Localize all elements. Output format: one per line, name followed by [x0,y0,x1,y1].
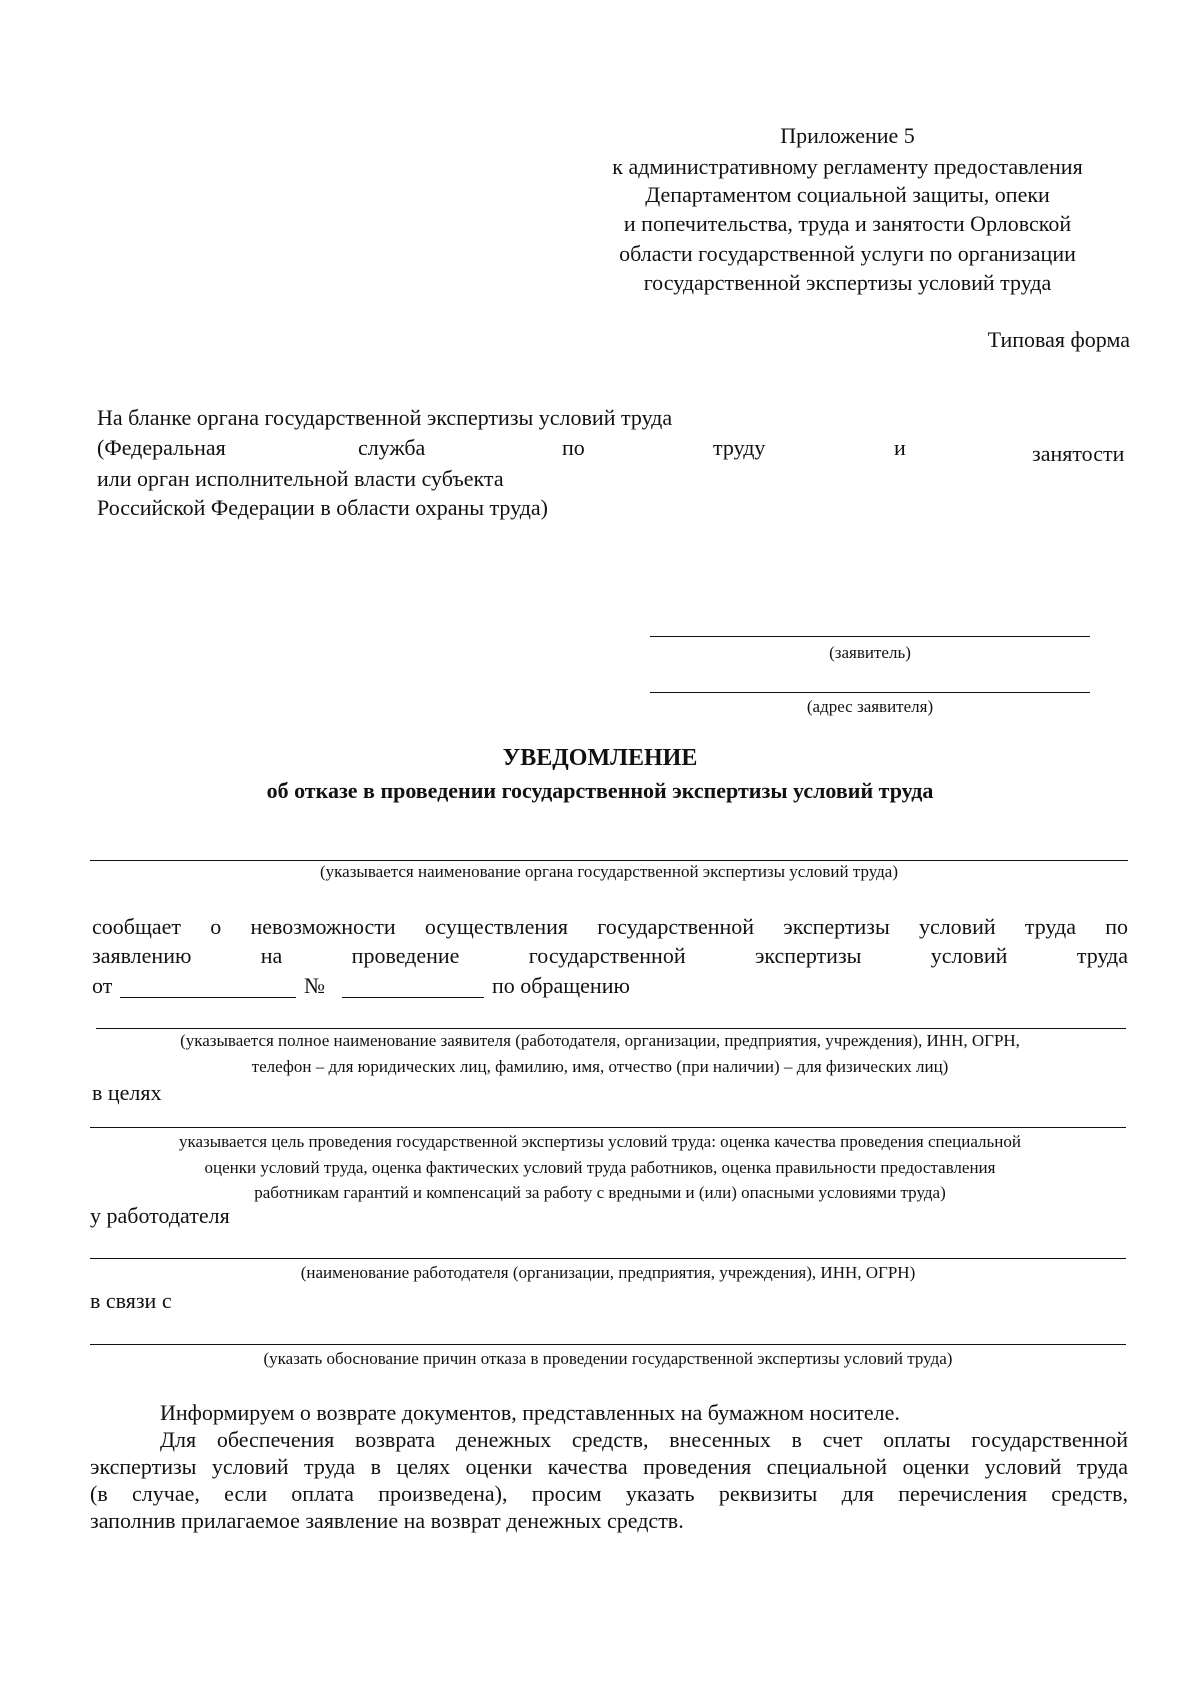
reason-field-line[interactable] [90,1344,1126,1345]
notice-paragraph-line: заявлению на проведение государственной экспертизы условий труда [92,943,1128,968]
employer-field-line[interactable] [90,1258,1126,1259]
letterhead-word: занятости [1032,441,1125,466]
letterhead-word: по [562,435,585,460]
notice-paragraph-line: сообщает о невозможности осуществления государственной экспертизы условий труда по [92,914,1128,939]
notice-date-row [92,973,792,1005]
applicant-address-field-line[interactable] [650,692,1090,693]
refund-paragraph-line: экспертизы условий труда в целях оценки качества проведения специальной оценки условий труда [90,1454,1128,1479]
purpose-field-line[interactable] [90,1127,1126,1128]
notice-title: УВЕДОМЛЕНИЕ [502,745,698,771]
employer-caption: (наименование работодателя (организации, предприятия, учреждения), ИНН, ОГРН) [300,1263,916,1282]
from-label: от [92,973,113,998]
authority-caption: (указывается наименование органа государственной экспертизы условий труда) [320,862,898,881]
letterhead-word: (Федеральная [97,435,226,460]
purpose-label: в целях [92,1080,162,1105]
applicant-name-caption: телефон – для юридических лиц, фамилию, имя, отчество (при наличии) – для физических лиц) [251,1057,949,1076]
refund-paragraph-line: Для обеспечения возврата денежных средств, внесенных в счет оплаты государственной [160,1427,1128,1452]
applicant-caption: (заявитель) [829,643,911,662]
reason-caption: (указать обоснование причин отказа в проведении государственной экспертизы условий труда) [263,1349,953,1368]
applicant-field-line[interactable] [650,636,1090,637]
number-field[interactable] [342,997,484,998]
number-label: № [304,973,325,998]
purpose-caption: работникам гарантий и компенсаций за работу с вредными и (или) опасными условиями труда) [254,1183,946,1202]
appendix-line: государственной экспертизы условий труда [643,270,1052,295]
authority-field-line[interactable] [90,860,1128,861]
refund-paragraph-line: заполнив прилагаемое заявление на возврат денежных средств. [90,1508,684,1533]
appendix-line: к административному регламенту предоставления [612,154,1083,179]
appendix-line: области государственной услуги по организации [619,241,1076,266]
employer-label: у работодателя [90,1203,230,1228]
letterhead-word: и [894,435,906,460]
applicant-address-caption: (адрес заявителя) [806,697,934,716]
letterhead-line-justified [97,435,1130,467]
appendix-number: Приложение 5 [780,123,915,148]
reason-label: в связи с [90,1288,172,1313]
info-paragraph: Информируем о возврате документов, представленных на бумажном носителе. [160,1400,900,1425]
purpose-caption: оценки условий труда, оценка фактических условий труда работников, оценка правильности предоставления [204,1158,996,1177]
letterhead-line: или орган исполнительной власти субъекта [97,466,504,491]
notice-subtitle: об отказе в проведении государственной экспертизы условий труда [266,778,934,803]
letterhead-word: труду [713,435,766,460]
applicant-name-field-line[interactable] [96,1028,1126,1029]
letterhead-line: Российской Федерации в области охраны труда) [97,495,549,520]
letterhead-line: На бланке органа государственной экспертизы условий труда [97,405,673,430]
appendix-line: Департаментом социальной защиты, опеки [645,182,1050,207]
letterhead-word: служба [358,435,426,460]
applicant-name-caption: (указывается полное наименование заявителя (работодателя, организации, предприятия, учреждения), ИНН, ОГРН, [180,1031,1020,1050]
form-type-label: Типовая форма [987,327,1130,352]
date-field[interactable] [120,997,296,998]
purpose-caption: указывается цель проведения государственной экспертизы условий труда: оценка качества проведения специальной [178,1132,1021,1151]
request-label: по обращению [492,973,630,998]
refund-paragraph-line: (в случае, если оплата произведена), просим указать реквизиты для перечисления средств, [90,1481,1128,1506]
appendix-line: и попечительства, труда и занятости Орловской [623,211,1072,236]
